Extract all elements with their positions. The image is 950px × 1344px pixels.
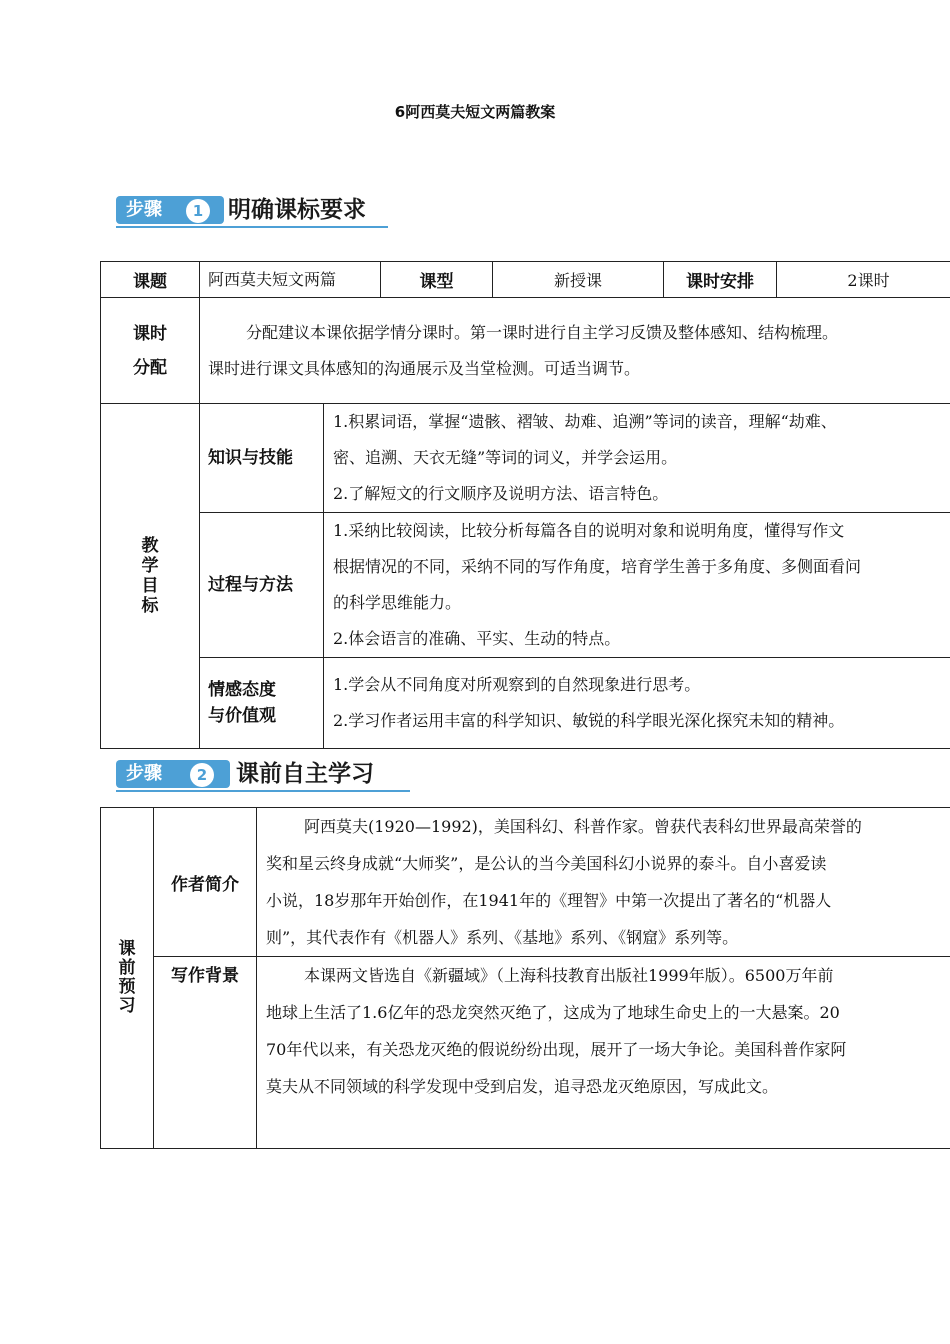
knowledge-label: 知识与技能 <box>200 404 324 513</box>
process-line-1: 1.采纳比较阅读，比较分析每篇各自的说明对象和说明角度，懂得写作文 <box>333 521 845 540</box>
emotion-line-1: 1.学会从不同角度对所观察到的自然现象进行思考。 <box>333 675 701 694</box>
preview-char-4: 习 <box>118 996 136 1016</box>
course-value: 阿西莫夫短文两篇 <box>200 262 381 298</box>
emotion-label <box>200 658 324 749</box>
author-line-4: 则”，其代表作有《机器人》系列、《基地》系列、《钢窟》系列等。 <box>266 928 739 947</box>
emotion-text <box>324 658 950 749</box>
emotion-line-2: 2.学习作者运用丰富的科学知识、敏锐的科学眼光深化探究未知的精神。 <box>333 711 845 730</box>
author-line-1: 阿西莫夫(1920—1992)，美国科幻、科普作家。曾获代表科幻世界最高荣誉的 <box>304 817 862 836</box>
type-value: 新授课 <box>493 262 664 298</box>
author-label: 作者简介 <box>154 808 257 957</box>
step-1-header <box>116 194 388 228</box>
period-label-line-1: 课时 <box>133 323 167 344</box>
step-2-number: 2 <box>190 763 214 787</box>
step-1-heading: 明确课标要求 <box>228 197 366 223</box>
preview-char-1: 课 <box>118 939 136 959</box>
emotion-label-line-1: 情感态度 <box>208 680 276 700</box>
process-line-3: 的科学思维能力。 <box>333 593 462 612</box>
preview-char-3: 预 <box>118 977 136 997</box>
document-title: 6阿西莫夫短文两篇教案 <box>394 103 556 121</box>
knowledge-text <box>324 404 950 513</box>
knowledge-line-3: 2.了解短文的行文顺序及说明方法、语言特色。 <box>333 484 669 503</box>
preview-table <box>100 807 950 1149</box>
period-text-line-1: 分配建议本课依据学情分课时。第一课时进行自主学习反馈及整体感知、结构梳理。 <box>246 322 839 342</box>
background-line-3: 70年代以来，有关恐龙灭绝的假说纷纷出现，展开了一场大争论。美国科普作家阿 <box>266 1040 847 1059</box>
period-text-line-2: 课时进行课文具体感知的沟通展示及当堂检测。可适当调节。 <box>208 358 641 378</box>
background-label: 写作背景 <box>154 957 257 1149</box>
period-label-line-2: 分配 <box>133 357 167 378</box>
preview-char-2: 前 <box>118 958 136 978</box>
step-1-number: 1 <box>186 199 210 223</box>
type-label: 课型 <box>381 262 493 298</box>
background-line-4: 莫夫从不同领域的科学发现中受到启发，追寻恐龙灭绝原因，写成此文。 <box>266 1077 779 1096</box>
curriculum-table <box>100 261 950 749</box>
author-line-3: 小说，18岁那年开始创作，在1941年的《理智》中第一次提出了著名的“机器人 <box>266 891 832 910</box>
schedule-label: 课时安排 <box>664 262 777 298</box>
knowledge-line-1: 1.积累词语，掌握“遗骸、褶皱、劫难、追溯”等词的读音，理解“劫难、 <box>333 412 837 431</box>
process-line-4: 2.体会语言的准确、平实、生动的特点。 <box>333 629 621 648</box>
step-2-badge-text: 步骤 <box>126 763 162 784</box>
step-2-heading: 课前自主学习 <box>236 761 374 787</box>
process-text <box>324 513 950 658</box>
goals-char-1: 教 <box>141 536 159 556</box>
goals-char-4: 标 <box>141 596 159 616</box>
course-label: 课题 <box>101 262 200 298</box>
goals-char-2: 学 <box>141 556 159 576</box>
knowledge-line-2: 密、追溯、天衣无缝”等词的词义，并学会运用。 <box>333 448 678 467</box>
process-label: 过程与方法 <box>200 513 324 658</box>
author-text <box>257 808 950 957</box>
period-text <box>200 298 950 404</box>
period-label <box>101 298 200 404</box>
step-2-header <box>116 758 410 792</box>
preview-label <box>101 808 154 1149</box>
process-line-2: 根据情况的不同，采纳不同的写作角度，培育学生善于多角度、多侧面看问 <box>333 557 862 576</box>
goals-char-3: 目 <box>141 576 159 596</box>
background-line-2: 地球上生活了1.6亿年的恐龙突然灭绝了，这成为了地球生命史上的一大悬案。20 <box>266 1003 840 1022</box>
step-1-underline <box>116 226 388 228</box>
author-line-2: 奖和星云终身成就“大师奖”，是公认的当今美国科幻小说界的泰斗。自小喜爱读 <box>266 854 827 873</box>
step-2-underline <box>116 790 410 792</box>
step-1-badge-text: 步骤 <box>126 199 162 220</box>
background-line-1: 本课两文皆选自《新疆域》（上海科技教育出版社1999年版）。6500万年前 <box>304 966 834 985</box>
goals-label <box>101 404 200 749</box>
emotion-label-line-2: 与价值观 <box>208 706 276 726</box>
background-text <box>257 957 950 1149</box>
schedule-value: 2课时 <box>777 262 950 298</box>
